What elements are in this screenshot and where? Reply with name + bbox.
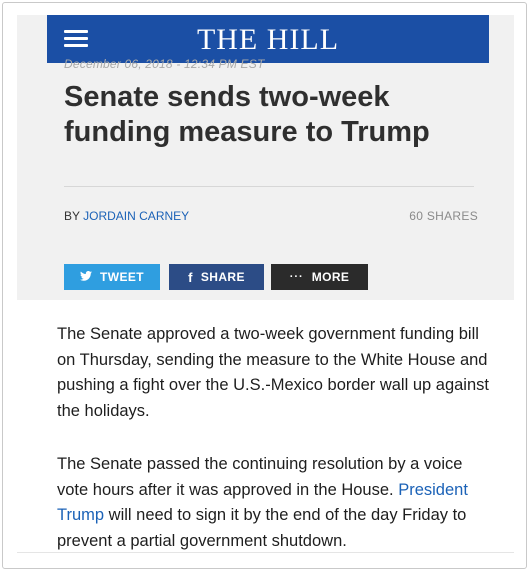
byline-prefix: BY	[64, 209, 80, 223]
tweet-label: TWEET	[100, 270, 144, 284]
byline-divider	[64, 186, 474, 187]
paragraph-2-text-after: will need to sign it by the end of the day Friday to prevent a partial government shutdown.	[57, 506, 467, 550]
content-bottom-border	[17, 552, 514, 553]
byline	[64, 209, 189, 223]
share-label: SHARE	[200, 270, 245, 284]
share-count: 60 SHARES	[409, 209, 478, 223]
headline-line-2: funding measure to Trump	[64, 116, 430, 148]
paragraph-2-text-before: The Senate passed the continuing resolution by a voice vote hours after it was approved in the House.	[57, 455, 463, 499]
more-share-button[interactable]	[271, 264, 368, 290]
facebook-share-button[interactable]	[169, 264, 264, 290]
article-paragraph-2	[57, 452, 497, 554]
article-headline	[64, 80, 484, 150]
site-header	[47, 15, 489, 63]
headline-line-1: Senate sends two-week	[64, 81, 390, 113]
author-link[interactable]: JORDAIN CARNEY	[83, 209, 190, 223]
more-label: MORE	[311, 270, 350, 284]
facebook-f-icon: f	[188, 269, 193, 285]
twitter-bird-icon	[80, 271, 92, 284]
article-paragraph-1: The Senate approved a two-week government funding bill on Thursday, sending the measure to the White House and pushing a fight over the U.S.-Mexico border wall up against the holidays.	[57, 325, 489, 420]
site-logo[interactable]: THE HILL	[196, 23, 340, 56]
ellipsis-icon: ···	[289, 271, 304, 283]
article-dateline: December 06, 2018 - 12:34 PM EST	[64, 57, 265, 71]
president-trump-link[interactable]: President Trump	[57, 480, 468, 524]
tweet-button[interactable]	[64, 264, 160, 290]
